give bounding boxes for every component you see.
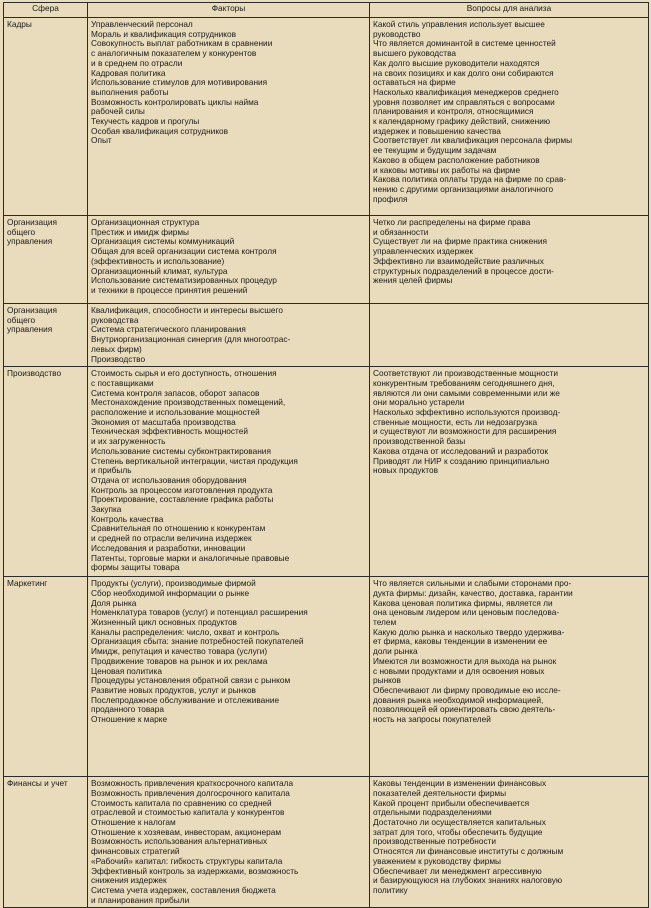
- analysis-table: [3, 2, 649, 908]
- question-line: Какой стиль управления использует высшее: [373, 20, 545, 29]
- sphere-line: Производство: [7, 369, 62, 379]
- factor-line: Доля рынка: [91, 598, 137, 608]
- question-line: конкурентным требованиям сегодняшнего дня,: [373, 378, 555, 388]
- factor-line: Опыт: [91, 136, 112, 146]
- table-header-row: [4, 3, 649, 18]
- question-line: Обеспечивают ли фирму проводимые ею иссле-: [373, 685, 561, 695]
- factor-line: Эффективный контроль за издержками, возможность: [91, 866, 299, 876]
- header-sphere: Сфера: [4, 3, 88, 18]
- question-line: ет фирма, каковы тенденции в изменении ее: [373, 637, 548, 647]
- question-line: Что является доминантой в системе ценностей: [373, 39, 556, 49]
- factor-line: Продвижение товаров на рынок и их реклама: [91, 656, 268, 666]
- question-line: затрат для того, чтобы обеспечить будущие: [373, 827, 543, 837]
- factor-line: Совокупность выплат работникам в сравнении: [91, 39, 273, 49]
- factor-line: Организационная структура: [91, 218, 200, 227]
- table-row: [4, 216, 649, 304]
- factor-line: Сравнительная по отношению к конкурентам: [91, 524, 266, 534]
- questions-cell: [370, 367, 649, 577]
- question-line: ность на запросы покупателей: [373, 715, 491, 725]
- question-line: телем: [373, 618, 397, 628]
- question-line: нению с другими организациями аналогичного: [373, 184, 554, 194]
- sphere-line: управления: [7, 237, 53, 247]
- factor-line: Престиж и имидж фирмы: [91, 227, 189, 237]
- question-line: уровня позволяет им справляться с вопросами: [373, 97, 555, 107]
- question-line: Четко ли распределены на фирме права: [373, 218, 531, 227]
- question-line: высшего руководства: [373, 49, 457, 59]
- question-line: Обеспечивает ли менеджмент агрессивную: [373, 866, 542, 876]
- question-line: ее текущим и будущим задачам: [373, 146, 497, 156]
- factor-line: Использование систематизированных процедур: [91, 276, 277, 286]
- question-line: Эффективно ли взаимодействие различных: [373, 256, 544, 266]
- question-line: отдельными подразделениями: [373, 808, 492, 818]
- question-line: Насколько квалификация менеджеров среднего: [373, 87, 559, 97]
- factor-line: Кадровая политика: [91, 68, 166, 78]
- question-line: являются ли они самыми современными или же: [373, 388, 560, 398]
- factor-line: Текучесть кадров и прогулы: [91, 117, 200, 127]
- factor-line: Экономия от масштаба производства: [91, 417, 236, 427]
- factor-line: и средней по отрасли величина издержек: [91, 534, 252, 544]
- sphere-cell: [4, 216, 88, 304]
- question-line: Какой процент прибыли обеспечивается: [373, 798, 530, 808]
- factor-line: Система стратегического планирования: [91, 325, 246, 335]
- factor-line: Техническая эффективность мощностей: [91, 427, 248, 437]
- questions-cell: [370, 777, 649, 908]
- question-line: и базирующуюся на глубоких знаниях налоговую: [373, 876, 563, 886]
- questions-cell: [370, 216, 649, 304]
- factor-line: Продукты (услуги), производимые фирмой: [91, 579, 256, 589]
- factor-line: Проектирование, составление графика работы: [91, 495, 274, 505]
- question-line: профиля: [373, 194, 408, 204]
- factor-line: Организационный климат, культура: [91, 266, 228, 276]
- question-line: производственной базы: [373, 437, 466, 447]
- question-line: и обязанности: [373, 227, 429, 237]
- factor-line: Особая квалификация сотрудников: [91, 126, 229, 136]
- question-line: Какова политика оплаты труда на фирме по срав-: [373, 175, 567, 185]
- header-factors: Факторы: [88, 3, 370, 18]
- question-line: управленческих издержек: [373, 247, 474, 257]
- factor-line: Общая для всей организации система контроля: [91, 247, 277, 257]
- factor-line: Жизненный цикл основных продуктов: [91, 618, 237, 628]
- question-line: с новыми продуктами и для освоения новых: [373, 666, 545, 676]
- factor-line: Возможность использования альтернативных: [91, 837, 268, 847]
- factor-line: Отношение к налогам: [91, 818, 176, 828]
- factor-line: Процедуры установления обратной связи с рынком: [91, 676, 291, 686]
- factor-line: Возможность привлечения краткосрочного капитала: [91, 779, 294, 789]
- factor-line: Организация системы коммуникаций: [91, 237, 235, 247]
- factor-line: Местонахождение производственных помещений,: [91, 398, 286, 408]
- factor-line: руководства: [91, 315, 139, 325]
- question-line: Какова отдача от исследований и разработок: [373, 446, 549, 456]
- factor-line: Каналы распределения: число, охват и контроль: [91, 627, 280, 637]
- factor-line: (эффективность и использование): [91, 256, 225, 266]
- question-line: доли рынка: [373, 647, 418, 657]
- factor-line: с аналогичным показателем у конкурентов: [91, 49, 257, 59]
- question-line: жения целей фирмы: [373, 276, 453, 286]
- question-line: Соответствует ли квалификация персонала фирмы: [373, 136, 573, 146]
- factor-line: Отдача от использования оборудования: [91, 475, 247, 485]
- question-line: дукта фирмы: дизайн, качество, доставка, гарантии: [373, 588, 573, 598]
- question-line: рынков: [373, 676, 401, 686]
- factor-line: Закупка: [91, 505, 122, 515]
- question-line: Относятся ли финансовые институты с должным: [373, 847, 564, 857]
- sphere-cell: [4, 367, 88, 577]
- factor-line: Сбор необходимой информации о рынке: [91, 588, 250, 598]
- question-line: Как долго высшие руководители находятся: [373, 58, 540, 68]
- question-line: политику: [373, 885, 408, 895]
- factor-line: выполнения работы: [91, 87, 169, 97]
- question-line: на своих позициях и как долго они собираются: [373, 68, 554, 78]
- sphere-line: общего: [7, 227, 36, 237]
- factor-line: Квалификация, способности и интересы высшего: [91, 306, 283, 315]
- question-line: издержек и повышению качества: [373, 126, 501, 136]
- question-line: показателей деятельности фирмы: [373, 788, 507, 798]
- factor-line: Возможность привлечения долгосрочного капитала: [91, 788, 290, 798]
- factor-line: левых фирм): [91, 344, 142, 354]
- question-line: Достаточно ли осуществляется капитальных: [373, 818, 546, 828]
- sphere-line: общего: [7, 315, 36, 325]
- question-line: оставаться на фирме: [373, 78, 456, 88]
- factor-line: Отношение к марке: [91, 715, 168, 725]
- question-line: руководство: [373, 29, 421, 39]
- table-row: [4, 777, 649, 908]
- factor-line: финансовых стратегий: [91, 847, 180, 857]
- factor-line: и планирования прибыли: [91, 895, 190, 905]
- factor-line: Патенты, торговые марки и аналогичные правовые: [91, 553, 290, 563]
- factor-line: и техники в процессе принятия решений: [91, 285, 248, 295]
- factor-line: и прибыль: [91, 466, 132, 476]
- factor-line: расположение и использование мощностей: [91, 408, 260, 418]
- factors-cell: [88, 777, 370, 908]
- factor-line: «Рабочий» капитал: гибкость структуры капитала: [91, 856, 283, 866]
- factor-line: Номенклатура товаров (услуг) и потенциал расширения: [91, 608, 308, 618]
- question-line: производственные потребности: [373, 837, 497, 847]
- question-line: Какова ценовая политика фирмы, является ли: [373, 598, 553, 608]
- factor-line: Имидж, репутация и качество товара (услуги): [91, 647, 268, 657]
- table-row: [4, 18, 649, 216]
- question-line: Насколько эффективно используются производ-: [373, 408, 561, 418]
- question-line: к календарному графику действий, снижению: [373, 117, 551, 127]
- factor-line: Контроль за процессом изготовления продукта: [91, 485, 273, 495]
- factor-line: отраслевой и стоимостью капитала у конкурентов: [91, 808, 285, 818]
- question-line: Какую долю рынка и насколько твердо удержива-: [373, 627, 565, 637]
- factor-line: и их загруженность: [91, 437, 166, 447]
- sphere-line: Организация: [7, 218, 58, 227]
- table-body: [4, 18, 649, 908]
- sphere-cell: [4, 577, 88, 777]
- factor-line: Система контроля запасов, оборот запасов: [91, 388, 260, 398]
- question-line: Существует ли на фирме практика снижения: [373, 237, 547, 247]
- question-line: дования рынка необходимой информацией,: [373, 695, 544, 705]
- factor-line: снижения издержек: [91, 876, 167, 886]
- factor-line: и в среднем по отрасли: [91, 58, 183, 68]
- factor-line: Ценовая политика: [91, 666, 162, 676]
- question-line: планирования и контроля, относящимися: [373, 107, 534, 117]
- factor-line: Управленческий персонал: [91, 20, 193, 29]
- factors-cell: [88, 367, 370, 577]
- question-line: позволяющей ей ориентировать свою деятель-: [373, 705, 556, 715]
- factor-line: проданного товара: [91, 705, 165, 715]
- factor-line: Исследования и разработки, инновации: [91, 543, 246, 553]
- sphere-cell: [4, 304, 88, 367]
- question-line: Имеются ли возможности для выхода на рынок: [373, 656, 557, 666]
- questions-cell: [370, 577, 649, 777]
- questions-cell: [370, 18, 649, 216]
- question-line: новых продуктов: [373, 466, 439, 476]
- factors-cell: [88, 216, 370, 304]
- factor-line: Система учета издержек, составления бюджета: [91, 885, 276, 895]
- factor-line: рабочей силы: [91, 107, 145, 117]
- sphere-line: Кадры: [7, 20, 32, 29]
- question-line: структурных подразделений в процессе дости-: [373, 266, 554, 276]
- factor-line: Организация сбыта: знание потребностей покупателей: [91, 637, 304, 647]
- question-line: Каковы тенденции в изменении финансовых: [373, 779, 547, 789]
- table-row: [4, 577, 649, 777]
- factor-line: формы защиты товара: [91, 563, 180, 573]
- factor-line: Использование стимулов для мотивирования: [91, 78, 268, 88]
- question-line: и существуют ли возможности для расширения: [373, 427, 557, 437]
- question-line: она ценовым лидером или ценовым последова-: [373, 608, 560, 618]
- factor-line: Стоимость капитала по сравнению со средней: [91, 798, 272, 808]
- factor-line: Развитие новых продуктов, услуг и рынков: [91, 685, 256, 695]
- question-line: они морально устарели: [373, 398, 465, 408]
- table-row: [4, 367, 649, 577]
- sphere-cell: [4, 18, 88, 216]
- question-line: Соответствуют ли производственные мощности: [373, 369, 559, 379]
- factor-line: с поставщиками: [91, 378, 154, 388]
- factors-cell: [88, 304, 370, 367]
- table-row: [4, 304, 649, 367]
- factor-line: Возможность контролировать циклы найма: [91, 97, 259, 107]
- factor-line: Контроль качества: [91, 514, 164, 524]
- factor-line: Использование системы субконтрактирования: [91, 446, 271, 456]
- question-line: Приводят ли НИР к созданию принципиально: [373, 456, 550, 466]
- factor-line: Мораль и квалификация сотрудников: [91, 29, 237, 39]
- sphere-cell: [4, 777, 88, 908]
- sphere-line: Маркетинг: [7, 579, 48, 589]
- factor-line: Производство: [91, 354, 146, 364]
- questions-cell: [370, 304, 649, 367]
- sphere-line: Финансы и учет: [7, 779, 68, 789]
- factor-line: Отношение к хозяевам, инвесторам, акционерам: [91, 827, 282, 837]
- factor-line: Стоимость сырья и его доступность, отношения: [91, 369, 277, 379]
- factor-line: Внутриорганизационная синергия (для многоотрас-: [91, 335, 291, 345]
- factor-line: Послепродажное обслуживание и отслеживание: [91, 695, 280, 705]
- question-line: Каково в общем расположение работников: [373, 155, 540, 165]
- question-line: уважением к руководству фирмы: [373, 856, 501, 866]
- sphere-line: управления: [7, 325, 53, 335]
- factors-cell: [88, 18, 370, 216]
- question-line: Что является сильными и слабыми сторонами про-: [373, 579, 572, 589]
- header-questions: Вопросы для анализа: [370, 3, 649, 18]
- factors-cell: [88, 577, 370, 777]
- question-line: и каковы мотивы их работы на фирме: [373, 165, 521, 175]
- factor-line: Степень вертикальной интеграции, чистая продукция: [91, 456, 298, 466]
- question-line: ственные мощности, есть ли недозагрузка: [373, 417, 538, 427]
- sphere-line: Организация: [7, 306, 58, 315]
